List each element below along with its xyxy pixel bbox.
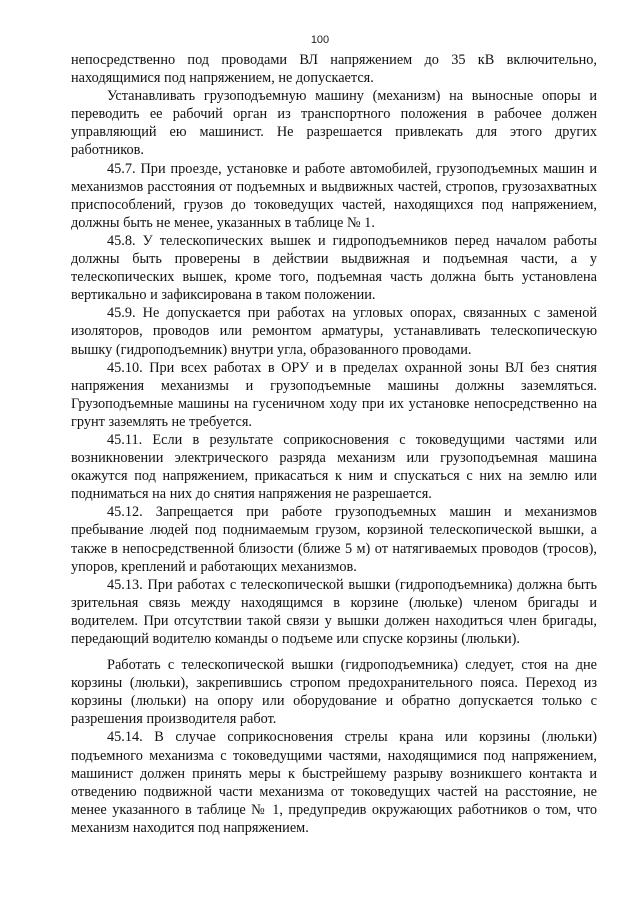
- paragraph-45-14: 45.14. В случае соприкосновения стрелы крана или корзины (люльки) подъемного механизма с токоведущими частями, находящимися под напряжением, машинист должен принять меры к быстрейшему разрыву возникшего контакта и отведению подвижной части механизма от токоведущих частей на расстояние, не менее указанного в таблице № 1, предупредив окружающих работников о том, что механизм находится под напряжением.: [71, 729, 597, 836]
- paragraph-45-11: 45.11. Если в результате соприкосновения с токоведущими частями или возникновении электрического разряда механизм или грузоподъемная машина окажутся под напряжением, прикасаться к ним и спускаться с них на землю или подниматься на них до снятия напряжения не разрешается.: [71, 431, 597, 503]
- paragraph-45-12: 45.12. Запрещается при работе грузоподъемных машин и механизмов пребывание людей под поднимаемым грузом, корзиной телескопической вышки, а также в непосредственной близости (ближе 5 м) от натягиваемых проводов (тросов), упоров, креплений и работающих механизмов.: [71, 504, 597, 575]
- paragraph-machine-setup: Устанавливать грузоподъемную машину (механизм) на выносные опоры и переводить ее рабочий орган из транспортного положения в рабочее должен управляющий ею машинист. Не разрешается привлекать для этого других работников.: [71, 88, 597, 159]
- document-body: [71, 51, 597, 837]
- paragraph-45-9: 45.9. Не допускается при работах на угловых опорах, связанных с заменой изоляторов, проводов или ремонтом арматуры, устанавливать телескопическую вышку (гидроподъемник) внутри угла, образованного проводами.: [71, 305, 597, 358]
- page-number: 100: [310, 34, 330, 46]
- paragraph-45-8: 45.8. У телескопических вышек и гидроподъемников перед началом работы должны быть проверены в действии выдвижная и подъемная части, а у телескопических вышек, кроме того, подъемная часть должна быть установлена вертикально и зафиксирована в таком положении.: [71, 232, 597, 304]
- paragraph-basket-work: Работать с телескопической вышки (гидроподъемника) следует, стоя на дне корзины (люльки), закрепившись стропом предохранительного пояса. Переход из корзины (люльки) на опору или оборудование и обратно допускается только с разрешения производителя работ.: [71, 657, 597, 728]
- paragraph-continuation: непосредственно под проводами ВЛ напряжением до 35 кВ включительно, находящимися под напряжением, не допускается.: [71, 52, 597, 87]
- paragraph-45-13: 45.13. При работах с телескопической вышки (гидроподъемника) должна быть зрительная связь между находящимся в корзине (люльке) членом бригады и водителем. При отсутствии такой связи у вышки должен находиться член бригады, передающий водителю команды о подъеме или спуске корзины (люльки).: [71, 576, 597, 647]
- paragraph-45-7: 45.7. При проезде, установке и работе автомобилей, грузоподъемных машин и механизмов расстояния от подъемных и выдвижных частей, стропов, грузозахватных приспособлений, грузов до токоведущих частей, находящихся под напряжением, должны быть не менее, указанных в таблице № 1.: [71, 160, 597, 231]
- paragraph-45-10: 45.10. При всех работах в ОРУ и в пределах охранной зоны ВЛ без снятия напряжения механизмы и грузоподъемные машины должны заземляться. Грузоподъемные машины на гусеничном ходу при их установке непосредственно на грунт заземлять не требуется.: [71, 359, 597, 430]
